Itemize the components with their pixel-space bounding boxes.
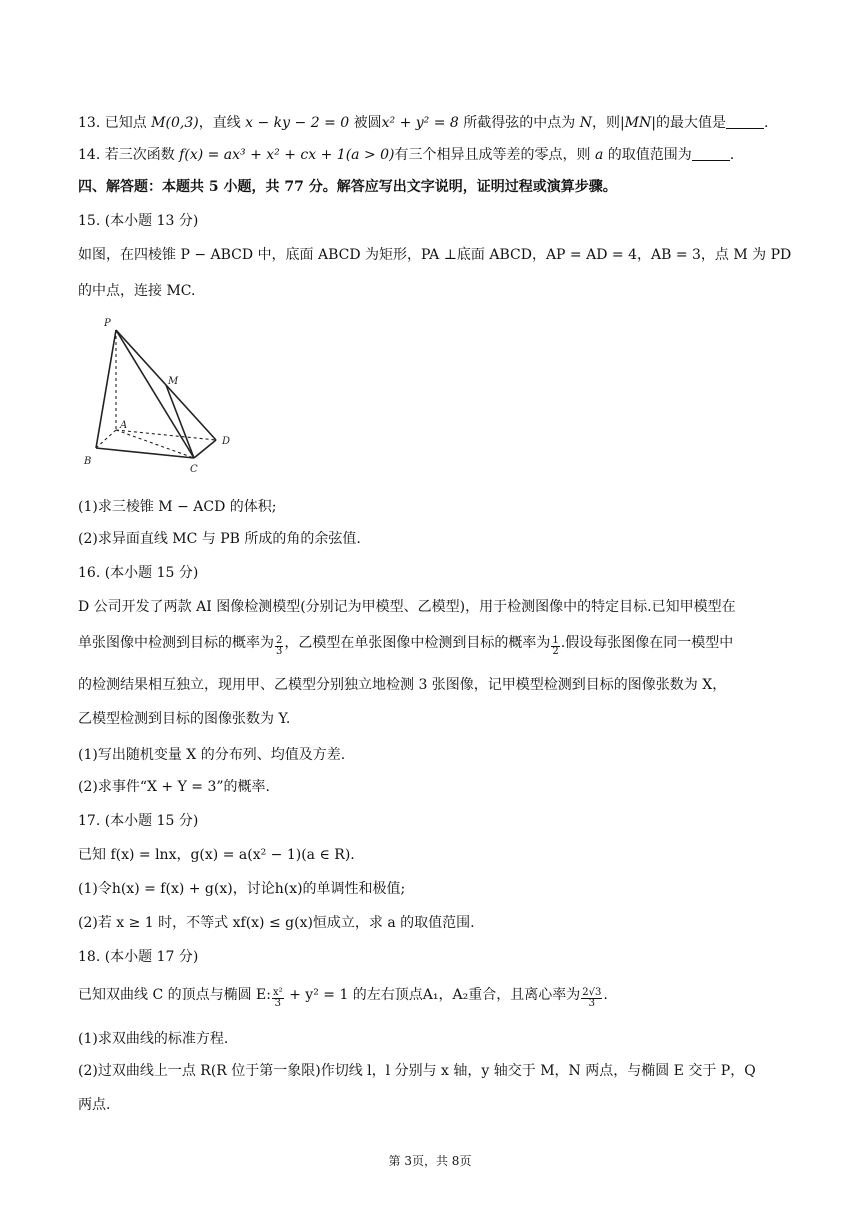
- ellipse-den: 3: [274, 998, 282, 1009]
- edge-pb: [96, 330, 116, 448]
- q14-a: a: [594, 147, 604, 163]
- question-14: [78, 146, 734, 164]
- q15-header: 15. (本小题 13 分): [78, 213, 199, 229]
- q16-line2c: .假设每张图像在同一模型中: [560, 635, 734, 651]
- q18-part1: (1)求双曲线的标准方程.: [78, 1031, 229, 1047]
- ellipse-fraction: [272, 988, 284, 1009]
- section-heading: 四、解答题：本题共 5 小题，共 77 分。解答应写出文字说明，证明过程或演算步骤。: [78, 179, 617, 195]
- q16-line2a: 单张图像中检测到目标的概率为: [78, 635, 274, 651]
- ellipse-num: x²: [273, 987, 283, 998]
- q16-line3: 的检测结果相互独立，现用甲、乙模型分别独立地检测 3 张图像，记甲模型检测到目标的图像张数为 X，: [78, 677, 727, 693]
- q17-line1: 已知 f(x) = lnx，g(x) = a(x² − 1)(a ∈ R).: [78, 847, 355, 863]
- q14-prefix: 14. 若三次函数: [78, 147, 180, 163]
- q14-suffix: 的取值范围为: [603, 147, 692, 163]
- edge-pc: [116, 330, 194, 458]
- q14-end: .: [729, 147, 735, 163]
- question-13: [78, 114, 768, 132]
- q13-circle-equation: x² + y² = 8: [381, 115, 459, 131]
- frac1-den: 3: [276, 646, 283, 657]
- q13-point-m: M(0,3): [151, 115, 199, 131]
- frac2-den: 2: [552, 646, 559, 657]
- q15-line2: 的中点，连接 MC.: [78, 283, 196, 299]
- q18-line1a: 已知双曲线 C 的顶点与椭圆 E:: [78, 987, 271, 1003]
- q16-header: 16. (本小题 15 分): [78, 565, 199, 581]
- q16-line2: [78, 634, 733, 657]
- q18-line1: [78, 986, 608, 1009]
- q18-line1c: .: [603, 987, 608, 1003]
- page-footer: 第 3页，共 8页: [388, 1154, 472, 1168]
- frac1-num: 2: [276, 635, 283, 646]
- frac2-num: 1: [552, 635, 559, 646]
- q18-part2: (2)过双曲线上一点 R(R 位于第一象限)作切线 l，l 分别与 x 轴，y 轴交于 M，N 两点，与椭圆 E 交于 P，Q: [78, 1063, 756, 1079]
- q16-line4: 乙模型检测到目标的图像张数为 Y.: [78, 711, 291, 727]
- q18-line1b: + y² = 1 的左右顶点A₁，A₂重合，且离心率为: [284, 987, 581, 1003]
- q15-part2: (2)求异面直线 MC 与 PB 所成的角的余弦值.: [78, 531, 361, 547]
- q15-line1: 如图，在四棱锥 P − ABCD 中，底面 ABCD 为矩形，PA ⊥底面 ABCD，AP = AD = 4，AB = 3，点 M 为 PD: [78, 247, 792, 263]
- eccentricity-fraction: [581, 988, 602, 1009]
- q13-answer-blank: [726, 116, 764, 129]
- fraction-two-thirds: [275, 636, 283, 657]
- q15-part1: (1)求三棱锥 M − ACD 的体积;: [78, 499, 277, 515]
- ecc-den: 3: [588, 998, 595, 1009]
- q13-line-equation: x − ky − 2 = 0: [245, 115, 350, 131]
- q13-suffix: 的最大值是: [656, 115, 726, 131]
- fraction-one-half: [551, 636, 559, 657]
- label-c: C: [190, 464, 198, 475]
- q13-mn: |MN|: [619, 115, 656, 131]
- label-d: D: [222, 436, 231, 447]
- q16-part2: (2)求事件“X + Y = 3”的概率.: [78, 779, 270, 795]
- pyramid-figure: [78, 312, 248, 478]
- label-b: B: [84, 456, 92, 467]
- q13-sep1: ，直线: [198, 115, 246, 131]
- q17-part2: (2)若 x ≥ 1 时，不等式 xf(x) ≤ g(x)恒成立，求 a 的取值范围.: [78, 915, 475, 931]
- label-a: A: [120, 420, 128, 431]
- q13-mid3: ，则: [591, 115, 620, 131]
- q17-part1: (1)令h(x) = f(x) + g(x)，讨论h(x)的单调性和极值;: [78, 881, 406, 897]
- q13-end: .: [764, 115, 769, 131]
- q14-mid: 有三个相异且成等差的零点，则: [394, 147, 595, 163]
- q13-mid: 被圆: [349, 115, 382, 131]
- q14-function: f(x) = ax³ + x² + cx + 1(a > 0): [179, 147, 395, 163]
- q14-answer-blank: [692, 148, 730, 161]
- ecc-num: 2√3: [582, 987, 602, 998]
- q17-header: 17. (本小题 15 分): [78, 813, 199, 829]
- q18-header: 18. (本小题 17 分): [78, 949, 199, 965]
- q13-point-n: N: [579, 115, 592, 131]
- q13-prefix: 13. 已知点: [78, 115, 152, 131]
- q16-line2b: ，乙模型在单张图像中检测到目标的概率为: [284, 635, 551, 651]
- q16-part1: (1)写出随机变量 X 的分布列、均值及方差.: [78, 747, 346, 763]
- edge-mc: [166, 385, 194, 458]
- q13-mid2: 所截得弦的中点为: [458, 115, 580, 131]
- q16-line1: D 公司开发了两款 AI 图像检测模型(分别记为甲模型、乙模型)，用于检测图像中的特定目标.已知甲模型在: [78, 599, 736, 615]
- edge-ad-hidden: [116, 430, 216, 440]
- label-m: M: [168, 376, 179, 387]
- edge-cd: [194, 440, 216, 458]
- label-p: P: [104, 318, 111, 329]
- q18-part2b: 两点.: [78, 1097, 111, 1113]
